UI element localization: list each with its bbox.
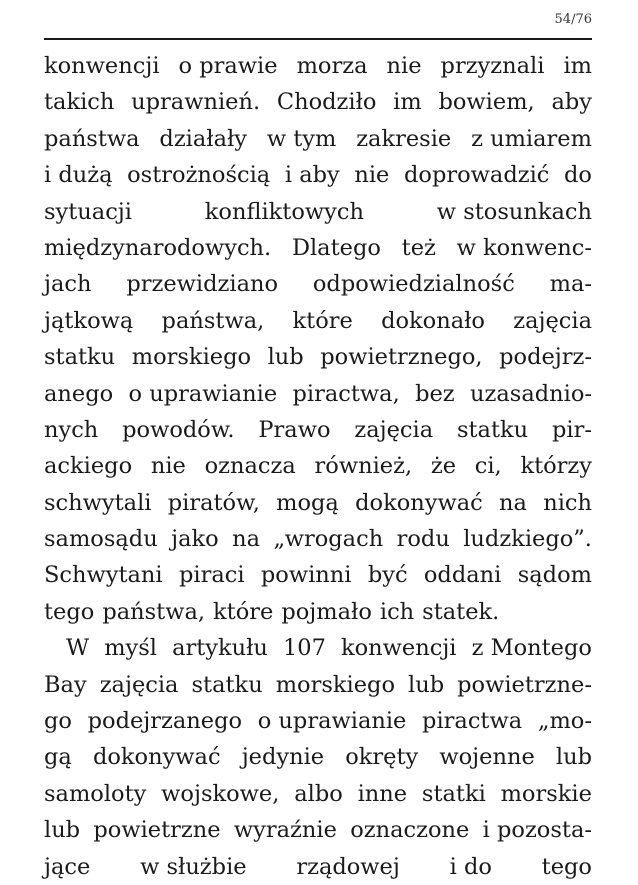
word: konwencji xyxy=(340,635,457,662)
text-line xyxy=(44,339,592,375)
text-line xyxy=(44,849,592,885)
word: na xyxy=(499,489,527,516)
word: Prawo xyxy=(258,416,331,443)
word: samosądu xyxy=(44,526,158,553)
word: państwa xyxy=(44,125,140,152)
word: piratów, xyxy=(167,489,260,516)
text-line xyxy=(44,448,592,484)
word: w konwenc- xyxy=(456,234,592,261)
header-divider xyxy=(44,38,592,40)
word: które xyxy=(213,598,274,625)
word: wojskowe, xyxy=(161,780,280,807)
word: być xyxy=(367,562,408,589)
word: statku xyxy=(44,344,116,371)
page-body-text xyxy=(44,48,592,885)
word: nie xyxy=(386,53,422,79)
word: Schwytani xyxy=(44,562,163,589)
word: sądom xyxy=(517,562,592,589)
word: oddani xyxy=(423,562,502,589)
word: państwa, xyxy=(161,307,265,334)
word: podejrzanego xyxy=(87,708,243,735)
word: jące xyxy=(44,853,91,880)
word: zajęcia xyxy=(354,416,434,443)
word: na xyxy=(232,526,261,553)
word: powinni xyxy=(260,562,352,589)
word: powietrzne- xyxy=(457,671,592,698)
word: pojmało xyxy=(281,598,372,625)
word: go xyxy=(44,708,72,735)
text-line xyxy=(44,630,592,666)
text-line xyxy=(44,557,592,593)
word: aby xyxy=(551,89,592,116)
word: które xyxy=(292,307,353,334)
word: nie xyxy=(354,162,390,189)
word: i do xyxy=(449,853,492,880)
word: ma- xyxy=(549,271,592,298)
word: statki xyxy=(421,780,486,807)
text-line xyxy=(44,412,592,448)
word: o uprawianie xyxy=(257,708,407,735)
word: ackiego xyxy=(44,453,133,480)
word: gą xyxy=(44,744,72,771)
text-line xyxy=(44,376,592,412)
word: samoloty xyxy=(44,780,147,807)
word: piractwa xyxy=(422,708,523,735)
word: do xyxy=(564,162,592,189)
word: „wrogach xyxy=(273,526,384,553)
word: przyznali xyxy=(440,53,545,79)
word: i dużą xyxy=(44,162,113,189)
text-line xyxy=(44,230,592,266)
word: schwytali xyxy=(44,489,152,516)
word: działały xyxy=(159,125,248,152)
text-line xyxy=(44,485,592,521)
word: ich xyxy=(379,598,415,625)
word: jątkową xyxy=(44,307,134,334)
word: odpowiedzialność xyxy=(312,271,515,298)
word: przewidziano xyxy=(126,271,279,298)
word: podejrz- xyxy=(499,344,592,371)
word: tego xyxy=(541,853,592,880)
word: sytuacji xyxy=(44,198,132,225)
word: albo xyxy=(294,780,343,807)
word: o prawie xyxy=(178,53,278,79)
text-line xyxy=(44,121,592,157)
word: uzasadnio- xyxy=(470,380,592,407)
word: statku xyxy=(191,671,263,698)
word: mogą xyxy=(276,489,339,516)
word: okręty xyxy=(345,744,419,771)
text-line xyxy=(44,48,592,84)
word: doprowadzić xyxy=(404,162,550,189)
word: rodu xyxy=(396,526,450,553)
word: i pozosta- xyxy=(482,817,592,844)
page-number: 54/76 xyxy=(554,12,592,27)
word: piraci xyxy=(178,562,245,589)
word: wojenne xyxy=(439,744,535,771)
text-line xyxy=(44,667,592,703)
text-line xyxy=(44,521,592,557)
word: o uprawianie xyxy=(128,380,278,407)
word: statek. xyxy=(422,598,500,625)
text-line xyxy=(44,703,592,739)
word: w stosunkach xyxy=(436,198,592,225)
word: też xyxy=(401,234,436,261)
word: dokonywać xyxy=(92,744,221,771)
word: anego xyxy=(44,380,114,407)
text-line xyxy=(44,266,592,302)
word: z Montego xyxy=(471,635,592,662)
word: morza xyxy=(296,53,368,79)
word: Chodziło xyxy=(276,89,377,116)
word: lub xyxy=(555,744,592,771)
word: państwa, xyxy=(102,598,206,625)
word: z umiarem xyxy=(471,125,592,152)
word: oznacza xyxy=(204,453,296,480)
word: konwencji xyxy=(44,53,160,79)
word: jach xyxy=(44,271,92,298)
word: jako xyxy=(171,526,219,553)
word: w służbie xyxy=(140,853,247,880)
word: morskiego xyxy=(131,344,252,371)
text-line xyxy=(44,739,592,775)
word: powietrznego, xyxy=(320,344,483,371)
word: inne xyxy=(357,780,408,807)
word: dokonywać xyxy=(355,489,483,516)
word: morskiego xyxy=(275,671,395,698)
word: dokonało xyxy=(381,307,485,334)
text-line xyxy=(44,157,592,193)
word: bowiem, xyxy=(438,89,535,116)
word: zakresie xyxy=(356,125,452,152)
word: myśl xyxy=(104,635,157,662)
word: lub xyxy=(267,344,304,371)
word: bez xyxy=(415,380,455,407)
text-line xyxy=(44,776,592,812)
word: im xyxy=(563,53,592,79)
page-header xyxy=(44,10,592,36)
text-line xyxy=(44,84,592,120)
word: rządowej xyxy=(296,853,400,880)
word: statku xyxy=(456,416,529,443)
word: ostrożnością xyxy=(127,162,271,189)
word: nich xyxy=(543,489,592,516)
word: 107 xyxy=(282,635,326,662)
word: konfliktowych xyxy=(204,198,364,225)
word: W xyxy=(66,635,90,662)
word: powodów. xyxy=(122,416,235,443)
word: tego xyxy=(44,598,95,625)
text-line xyxy=(44,594,592,630)
word: że xyxy=(430,453,457,480)
word: pir- xyxy=(551,416,592,443)
word: również, xyxy=(314,453,413,480)
word: artykułu xyxy=(172,635,268,662)
text-line xyxy=(44,303,592,339)
text-line xyxy=(44,194,592,230)
word: i aby xyxy=(284,162,340,189)
word: Bay xyxy=(44,671,87,698)
word: im xyxy=(393,89,422,116)
word: nie xyxy=(150,453,186,480)
word: w tym xyxy=(266,125,337,152)
word: zajęcia xyxy=(513,307,592,334)
word: zajęcia xyxy=(99,671,179,698)
word: ci, xyxy=(474,453,502,480)
word: takich xyxy=(44,89,115,116)
word: wyraźnie xyxy=(233,817,337,844)
word: „mo- xyxy=(537,708,592,735)
word: ludzkiego”. xyxy=(463,526,592,553)
word: lub xyxy=(44,817,81,844)
word: nych xyxy=(44,416,99,443)
word: uprawnień. xyxy=(131,89,261,116)
word: jedynie xyxy=(241,744,325,771)
word: morskie xyxy=(500,780,592,807)
word: lub xyxy=(408,671,445,698)
word: międzynarodowych. xyxy=(44,234,272,261)
word: którzy xyxy=(520,453,592,480)
word: oznaczone xyxy=(350,817,470,844)
text-line xyxy=(44,812,592,848)
word: piractwa, xyxy=(292,380,400,407)
word: powietrzne xyxy=(93,817,221,844)
word: Dlatego xyxy=(291,234,381,261)
